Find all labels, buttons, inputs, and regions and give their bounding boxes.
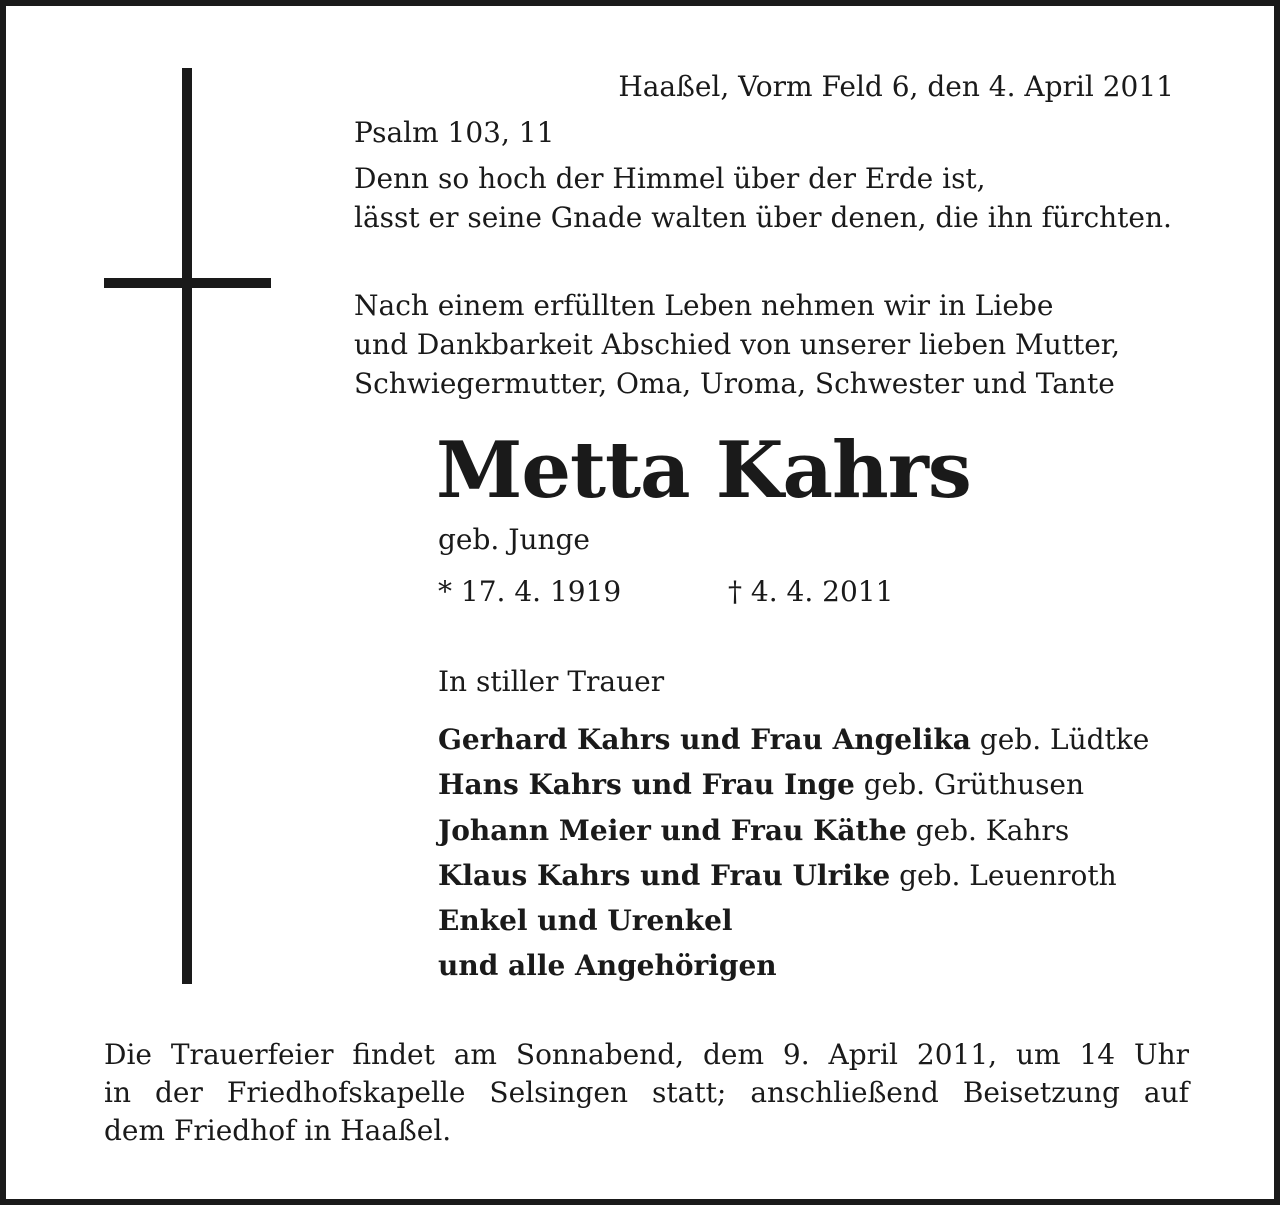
place-and-date: Haaßel, Vorm Feld 6, den 4. April 2011: [618, 70, 1174, 103]
funeral-service-info: [104, 1036, 1189, 1150]
service-line: in der Friedhofskapelle Selsingen statt; anschließend Beisetzung auf: [104, 1076, 1189, 1109]
maiden-name: geb. Junge: [438, 523, 591, 556]
mourner-maiden: geb. Leuenroth: [890, 859, 1117, 892]
deceased-name: Metta Kahrs: [436, 425, 971, 516]
mourning-heading: In stiller Trauer: [438, 665, 665, 698]
birth-date: * 17. 4. 1919: [438, 575, 622, 608]
mourner-line: [438, 721, 1149, 759]
mourner-maiden: geb. Lüdtke: [970, 723, 1150, 756]
psalm-line: lässt er seine Gnade walten über denen, die ihn fürchten.: [354, 201, 1172, 234]
intro-line: und Dankbarkeit Abschied von unserer lieben Mutter,: [354, 328, 1121, 361]
psalm-line: Denn so hoch der Himmel über der Erde ist,: [354, 162, 986, 195]
cross-icon-crossbar: [104, 278, 271, 288]
mourner-name: Gerhard Kahrs und Frau Angelika: [438, 723, 971, 756]
mourner-name: Enkel und Urenkel: [438, 904, 733, 937]
mourner-name: und alle Angehörigen: [438, 949, 777, 982]
mourner-line: [438, 947, 777, 985]
death-date: † 4. 4. 2011: [728, 575, 894, 608]
mourner-line: [438, 902, 733, 940]
cross-icon: [182, 68, 192, 984]
mourner-name: Johann Meier und Frau Käthe: [438, 814, 907, 847]
mourner-line: [438, 812, 1069, 850]
service-line: Die Trauerfeier findet am Sonnabend, dem 9. April 2011, um 14 Uhr: [104, 1038, 1189, 1071]
mourner-line: [438, 857, 1117, 895]
mourner-maiden: geb. Grüthusen: [854, 768, 1085, 801]
mourner-maiden: geb. Kahrs: [906, 814, 1070, 847]
intro-line: Schwiegermutter, Oma, Uroma, Schwester und Tante: [354, 367, 1115, 400]
mourner-line: [438, 766, 1084, 804]
mourner-name: Klaus Kahrs und Frau Ulrike: [438, 859, 891, 892]
psalm-reference: Psalm 103, 11: [354, 116, 555, 149]
intro-line: Nach einem erfüllten Leben nehmen wir in Liebe: [354, 289, 1054, 322]
mourner-name: Hans Kahrs und Frau Inge: [438, 768, 855, 801]
service-line: dem Friedhof in Haaßel.: [104, 1114, 452, 1147]
